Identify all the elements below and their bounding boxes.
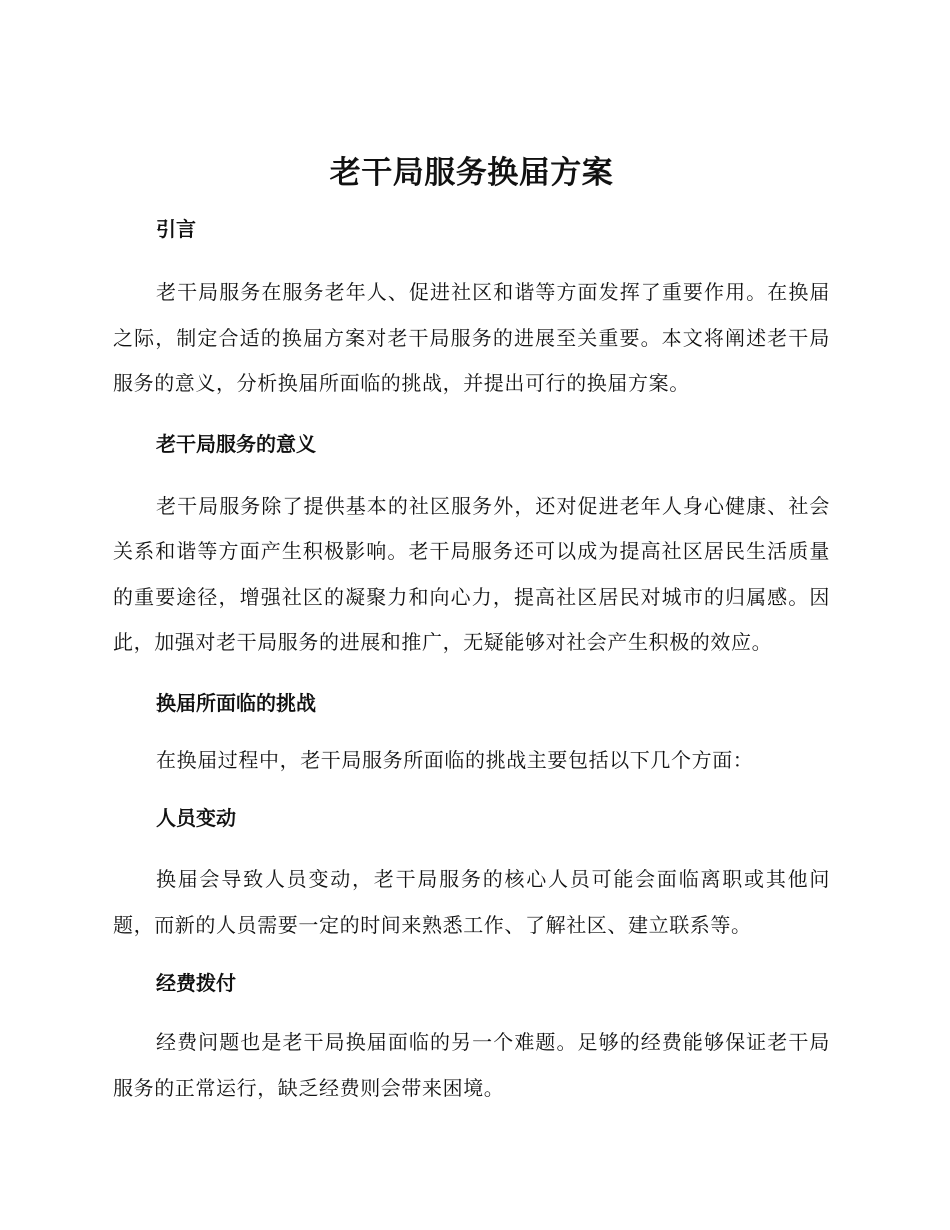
section-paragraph-significance: 老干局服务除了提供基本的社区服务外，还对促进老年人身心健康、社会关系和谐等方面产生积极影响。老干局服务还可以成为提高社区居民生活质量的重要途径，增强社区的凝聚力和向心力，提高社区居民对城市的归属感。因此，加强对老干局服务的进展和推广，无疑能够对社会产生积极的效应。 [113, 493, 830, 654]
section-heading-significance: 老干局服务的意义 [156, 431, 316, 456]
section-paragraph-funding: 经费问题也是老干局换届面临的另一个难题。足够的经费能够保证老干局服务的正常运行，缺乏经费则会带来困境。 [113, 1030, 830, 1100]
section-paragraph-introduction: 老干局服务在服务老年人、促进社区和谐等方面发挥了重要作用。在换届之际，制定合适的换届方案对老干局服务的进展至关重要。本文将阐述老干局服务的意义，分析换届所面临的挑战，并提出可行的换届方案。 [113, 280, 830, 395]
section-heading-introduction: 引言 [156, 217, 196, 241]
section-heading-staff-changes: 人员变动 [156, 806, 236, 830]
section-heading-funding: 经费拨付 [156, 971, 236, 995]
document-title: 老干局服务换届方案 [329, 155, 614, 191]
section-paragraph-challenges: 在换届过程中，老干局服务所面临的挑战主要包括以下几个方面： [156, 747, 754, 772]
section-paragraph-staff-changes: 换届会导致人员变动，老干局服务的核心人员可能会面临离职或其他问题，而新的人员需要一定的时间来熟悉工作、了解社区、建立联系等。 [113, 867, 830, 937]
section-heading-challenges: 换届所面临的挑战 [156, 690, 316, 715]
